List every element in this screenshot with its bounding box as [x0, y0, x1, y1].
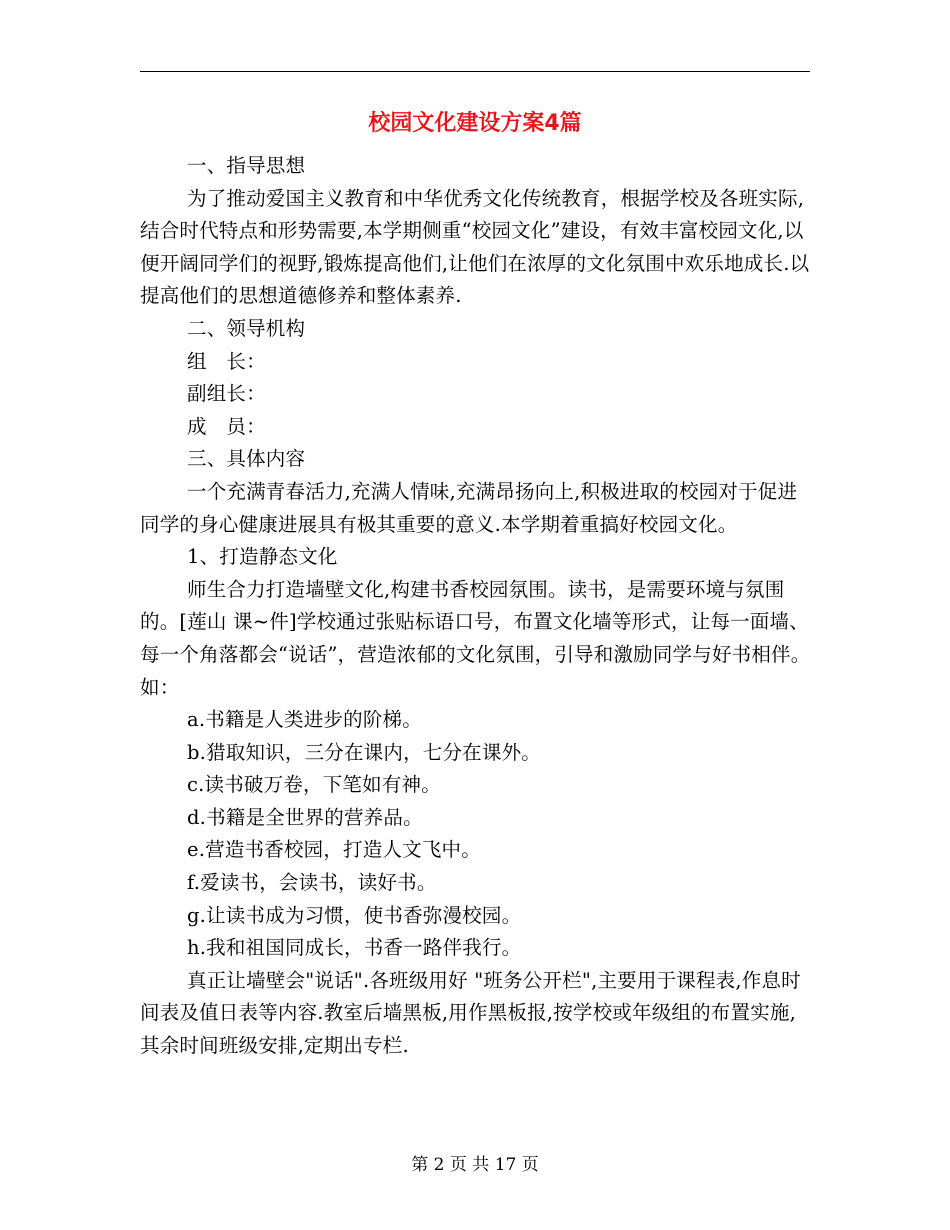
body-paragraph: 真正让墙壁会"说话".各班级用好 "班务公开栏",主要用于课程表,作息时间表及值日表等内容.教室后墙黑板,用作黑板报,按学校或年级组的布置实施,其余时间班级安排,定期出专栏.	[140, 968, 801, 1058]
list-item: e.营造书香校园，打造人文飞中。	[187, 838, 481, 862]
section-heading-guiding-thought: 一、指导思想	[187, 154, 306, 177]
section-heading-content: 三、具体内容	[187, 447, 306, 471]
body-paragraph: 师生合力打造墙壁文化,构建书香校园氛围。读书，是需要环境与氛围的。[莲山 课~件]学校通过张贴标语口号，布置文化墙等形式，让每一面墙、每一个角落都会“说话”，营造浓郁的文化氛围，引导和激励同学与好书相伴。如：	[140, 577, 811, 699]
deputy-leader-line: 副组长：	[187, 382, 266, 406]
header-rule	[140, 71, 810, 72]
list-item: a.书籍是人类进步的阶梯。	[187, 708, 422, 732]
list-item: g.让读书成为习惯，使书香弥漫校园。	[187, 903, 522, 927]
document-body	[140, 150, 812, 1063]
document-title: 校园文化建设方案4篇	[368, 111, 582, 136]
members-line: 成 员：	[187, 414, 266, 438]
list-item: f.爱读书，会读书，读好书。	[187, 871, 437, 895]
list-item: c.读书破万卷，下笔如有神。	[187, 773, 441, 797]
section-heading-leadership: 二、领导机构	[187, 316, 306, 340]
list-item: b.猎取知识，三分在课内，七分在课外。	[187, 740, 541, 764]
leader-line: 组 长：	[187, 349, 266, 373]
list-item: d.书籍是全世界的营养品。	[187, 805, 423, 829]
page-number-footer: 第 2 页 共 17 页	[411, 1155, 539, 1175]
list-item: h.我和祖国同成长，书香一路伴我行。	[187, 936, 522, 960]
subsection-heading-static-culture: 1、打造静态文化	[187, 545, 338, 569]
body-paragraph: 为了推动爱国主义教育和中华优秀文化传统教育，根据学校及各班实际,结合时代特点和形势需要,本学期侧重“校园文化”建设，有效丰富校园文化,以便开阔同学们的视野,锻炼提高他们,让他们在浓厚的文化氛围中欢乐地成长.以提高他们的思想道德修养和整体素养.	[140, 186, 810, 308]
body-paragraph: 一个充满青春活力,充满人情味,充满昂扬向上,积极进取的校园对于促进同学的身心健康进展具有极其重要的意义.本学期着重搞好校园文化。	[140, 479, 798, 536]
